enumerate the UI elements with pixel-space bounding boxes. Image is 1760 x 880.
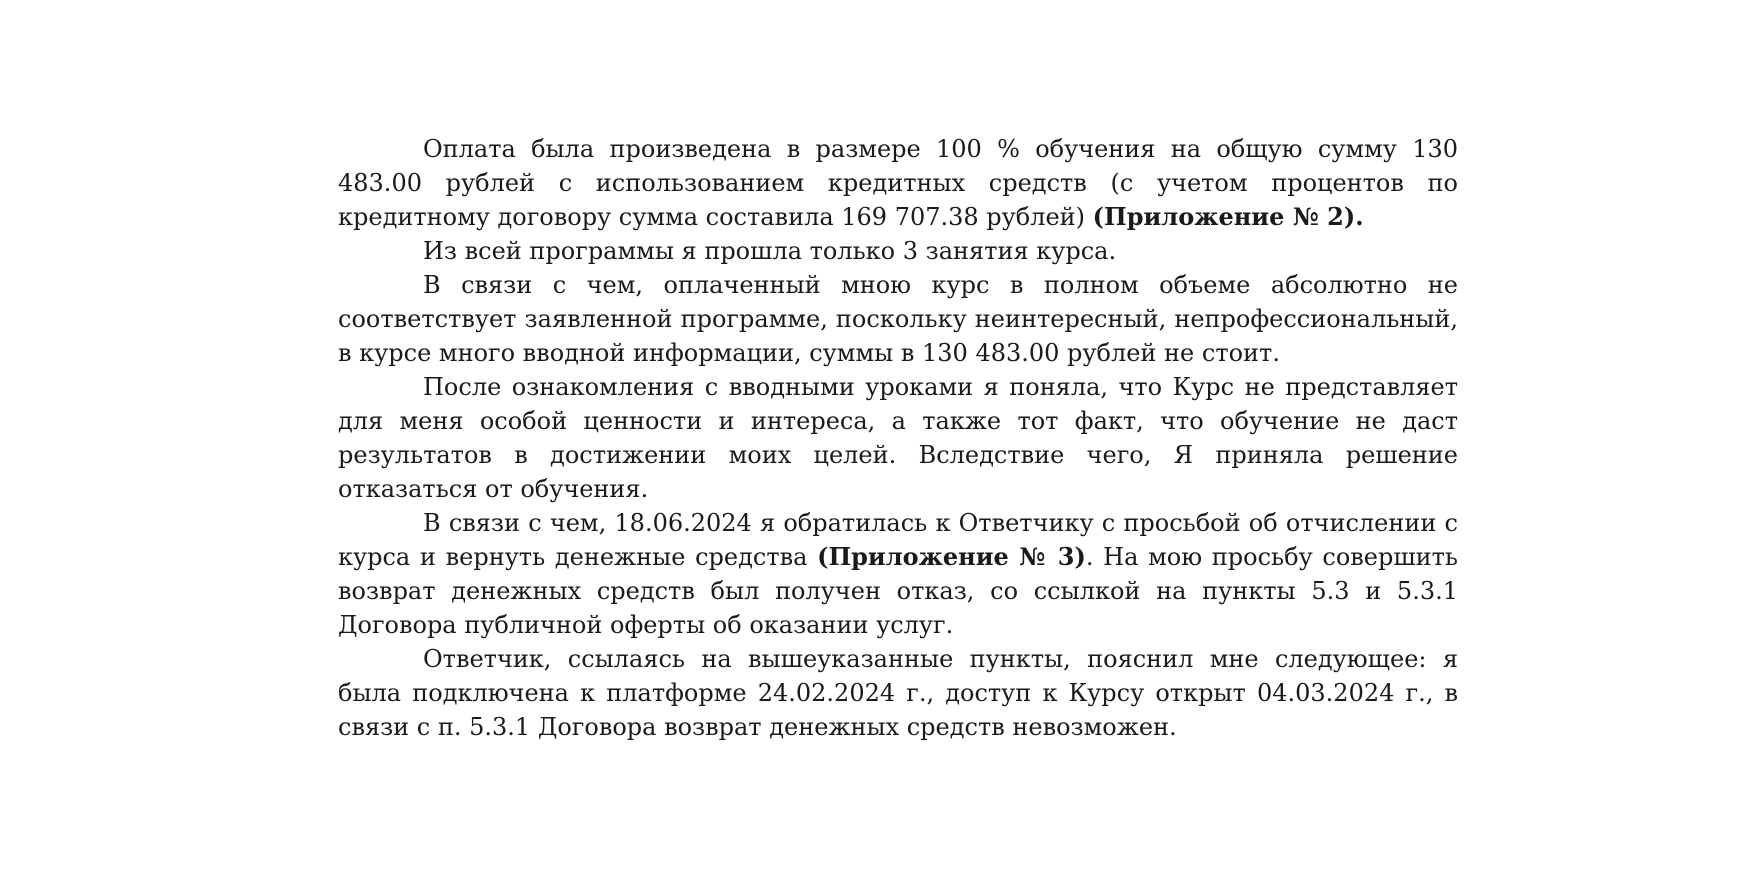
- paragraph-respondent-explanation-text: Ответчик, ссылаясь на вышеуказанные пункты, пояснил мне следующее: я была подключена к платформе 24.02.2024 г., доступ к Курсу открыт 04.03.2024 г., в связи с п. 5.3.1 Договора возврат денежных средств невозможен.: [338, 645, 1458, 741]
- paragraph-decision: [338, 370, 1458, 506]
- appendix-3-reference: (Приложение № 3): [817, 542, 1086, 571]
- paragraph-decision-text: После ознакомления с вводными уроками я поняла, что Курс не представляет для меня особой ценности и интереса, а также тот факт, что обучение не даст результатов в достижении моих целей. Вследствие чего, Я приняла решение отказаться от обучения.: [338, 373, 1458, 503]
- paragraph-lessons-attended-text: Из всей программы я прошла только 3 занятия курса.: [423, 237, 1117, 265]
- paragraph-lessons-attended: [338, 234, 1458, 268]
- document-body: [338, 132, 1458, 744]
- paragraph-refund-request: [338, 506, 1458, 642]
- paragraph-refund-request-text-2: . На мою просьбу совершить возврат денежных средств был получен отказ, со ссылкой на пункты 5.3 и 5.3.1 Договора публичной оферты об оказании услуг.: [338, 543, 1459, 639]
- appendix-2-reference: (Приложение № 2).: [1092, 202, 1364, 231]
- paragraph-refund-request-text-1: В связи с чем, 18.06.2024 я обратилась к Ответчику с просьбой об отчислении с курса и вернуть денежные средства: [338, 509, 1458, 571]
- paragraph-course-assessment-text: В связи с чем, оплаченный мною курс в полном объеме абсолютно не соответствует заявленной программе, поскольку неинтересный, непрофессиональный, в курсе много вводной информации, суммы в 130 483.00 рублей не стоит.: [338, 271, 1458, 367]
- paragraph-payment: [338, 132, 1458, 234]
- paragraph-course-assessment: [338, 268, 1458, 370]
- paragraph-respondent-explanation: [338, 642, 1458, 744]
- paragraph-payment-text: Оплата была произведена в размере 100 % обучения на общую сумму 130 483.00 рублей с использованием кредитных средств (с учетом процентов по кредитному договору сумма составила 169 707.38 рублей): [338, 135, 1458, 231]
